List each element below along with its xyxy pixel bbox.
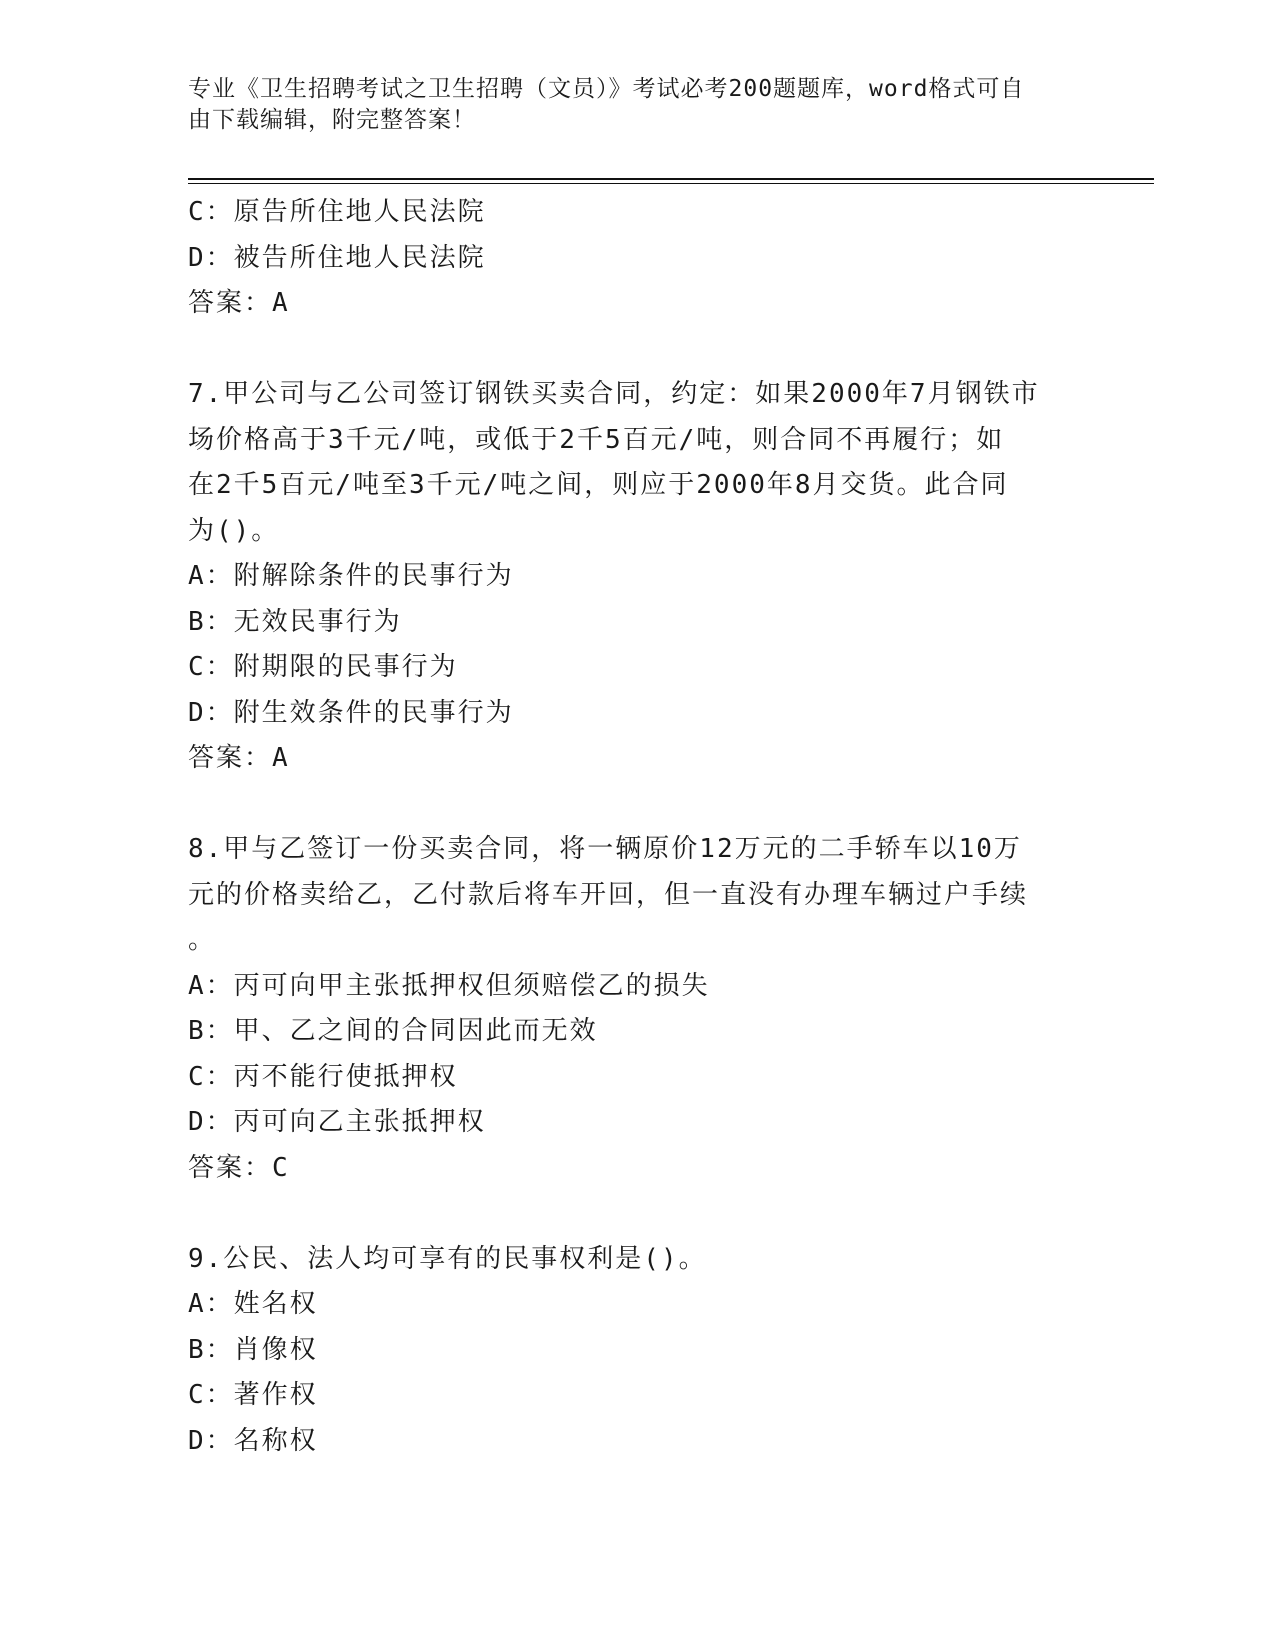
question-stem-line: 场价格高于3千元/吨，或低于2千5百元/吨，则合同不再履行；如 bbox=[188, 424, 1005, 455]
option-d: D：名称权 bbox=[188, 1425, 318, 1456]
spacer bbox=[188, 782, 1088, 828]
answer-text: 答案：A bbox=[188, 743, 290, 773]
question-stem-line: 在2千5百元/吨至3千元/吨之间，则应于2000年8月交货。此合同 bbox=[188, 470, 1009, 500]
option-d: D：丙可向乙主张抵押权 bbox=[188, 1107, 486, 1137]
question-stem-line: 元的价格卖给乙，乙付款后将车开回，但一直没有办理车辆过户手续 bbox=[188, 879, 1029, 910]
option-c: C：丙不能行使抵押权 bbox=[188, 1061, 458, 1092]
option-c: C：原告所住地人民法院 bbox=[188, 197, 486, 227]
option-b: B：无效民事行为 bbox=[188, 606, 402, 637]
question-stem-line: 9.公民、法人均可享有的民事权利是()。 bbox=[188, 1243, 707, 1274]
option-b: B：甲、乙之间的合同因此而无效 bbox=[188, 1016, 598, 1046]
spacer bbox=[188, 1191, 1088, 1237]
answer-text: 答案：A bbox=[188, 288, 290, 318]
option-c: C：著作权 bbox=[188, 1380, 318, 1410]
option-d: D：附生效条件的民事行为 bbox=[188, 697, 514, 728]
question-8 bbox=[188, 827, 1088, 1191]
question-stem-line: 8.甲与乙签订一份买卖合同，将一辆原价12万元的二手轿车以10万 bbox=[188, 834, 1022, 864]
header-divider-thick bbox=[188, 178, 1154, 180]
option-a: A：姓名权 bbox=[188, 1289, 318, 1319]
answer-text: 答案：C bbox=[188, 1152, 290, 1183]
header-title-line-1: 专业《卫生招聘考试之卫生招聘（文员）》考试必考200题题库，word格式可自 bbox=[188, 76, 1025, 102]
option-a: A：附解除条件的民事行为 bbox=[188, 561, 514, 591]
option-c: C：附期限的民事行为 bbox=[188, 652, 458, 682]
question-stem-line: 。 bbox=[188, 925, 217, 955]
question-stem-line: 7.甲公司与乙公司签订钢铁买卖合同，约定：如果2000年7月钢铁市 bbox=[188, 379, 1040, 409]
option-b: B：肖像权 bbox=[188, 1334, 318, 1365]
question-7 bbox=[188, 372, 1088, 782]
question-6-tail bbox=[188, 190, 1088, 327]
spacer bbox=[188, 327, 1088, 373]
question-stem-line: 为()。 bbox=[188, 515, 280, 546]
header-title-line-2: 由下载编辑，附完整答案！ bbox=[188, 107, 476, 133]
question-content bbox=[188, 190, 1088, 1464]
option-d: D：被告所住地人民法院 bbox=[188, 242, 486, 273]
option-a: A：丙可向甲主张抵押权但须赔偿乙的损失 bbox=[188, 970, 710, 1001]
document-header bbox=[188, 74, 1068, 136]
header-divider-thin bbox=[188, 183, 1154, 184]
question-9 bbox=[188, 1237, 1088, 1465]
